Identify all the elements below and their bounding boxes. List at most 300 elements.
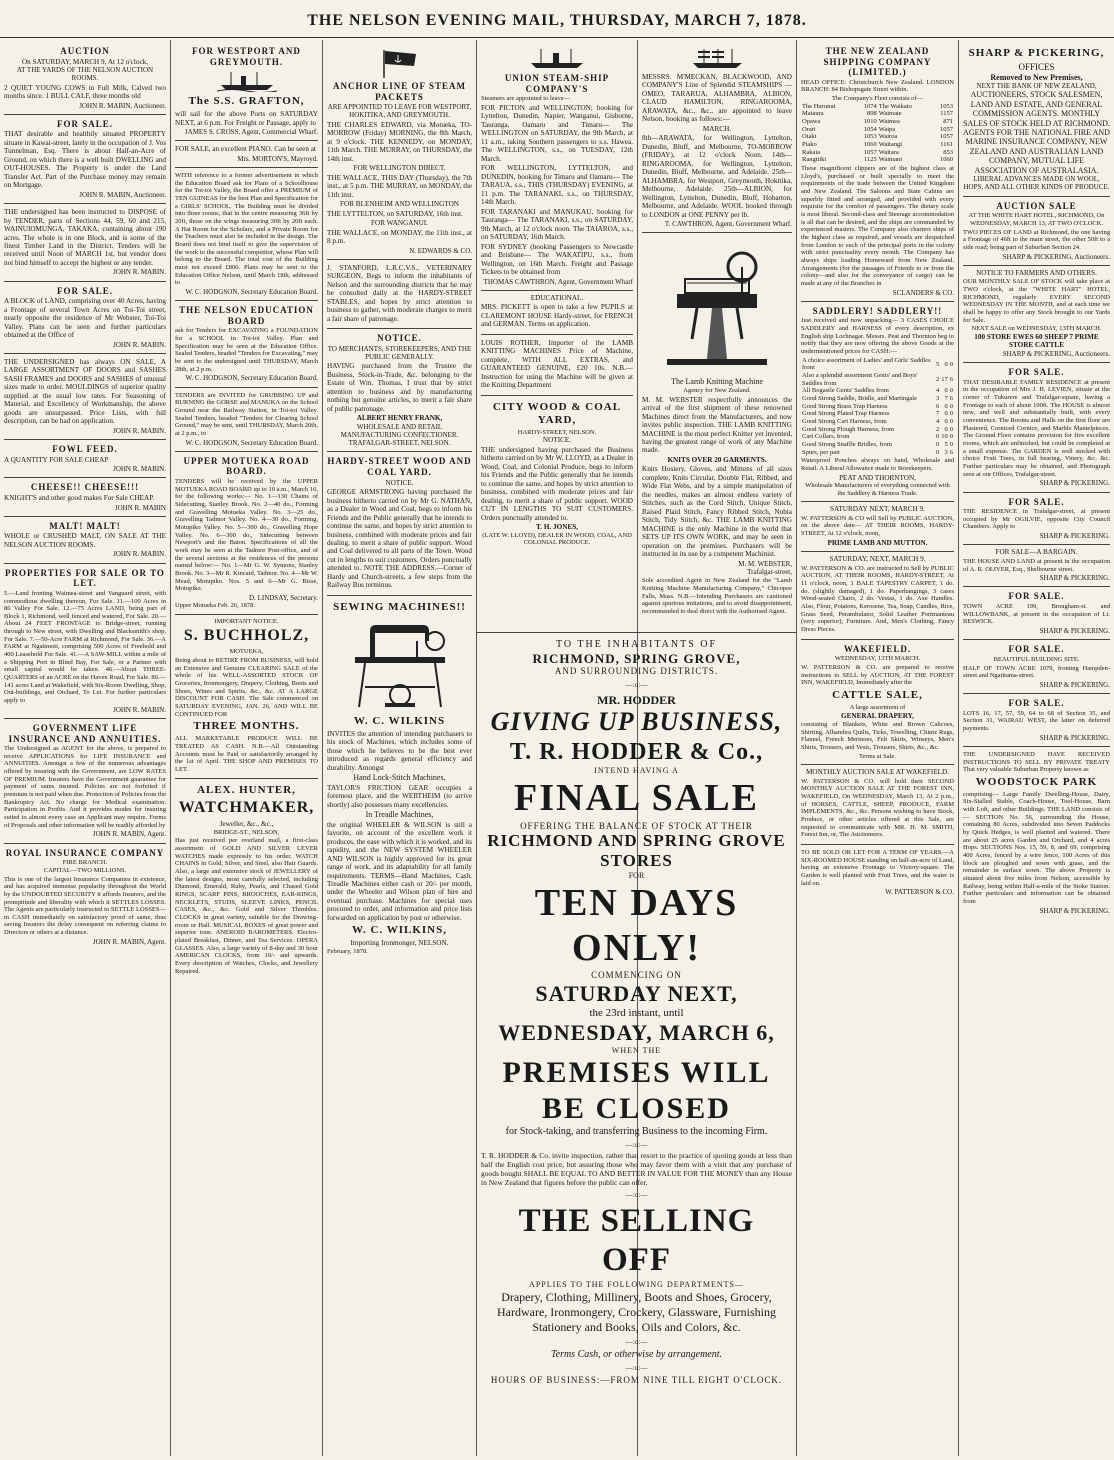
price-value: 3	[944, 448, 948, 456]
ad-subheading: CAPITAL—TWO MILLIONS.	[43, 866, 127, 874]
ad-name: W. C. WILKINS	[353, 714, 446, 727]
ad-body: the original WHEELER & WILSON is still a favorite, on account of the excellent work it produces, the ease with which it is worked, and its rapidity, and the NEW SYSTEM WHEELER AND WILSON is highly approved for its great range of work, and its adaptability for all family requirements. TERMS—Hand Machines, Cash. Treadle Machines either cash or 20/- per month, under the Wheeler and Wilson plan of hire and eventual purchase. Machines for special uses procured to order, and information and price lists forwarded on application by post or otherwise.	[327, 820, 472, 922]
ad-body: comprising— Large Family Dwelling-House, Dairy, Six-Stalled Stable, Coach-House, Tool-House, Barn with Loft, and other Buildings. THE LAND consists of— SECTION No. 56, surrounding the House, containing 80 Acres, subdivided into Seven Paddocks by Quick Hedges, is well planted and watered. There are about 25 acres Garden and Orchard, and 4 acres Hops. SECTIONS Nos. 15, 59, 8, and 69, comprising 400 Acres, fenced by a wire fence, 100 Acres of this block are ploughed and sown with grass, and the remainder in surface sown. The above Property is situated about five miles from Nelson, accessible by Railway, being within Half-a-mile of the Stoke Station. Further particulars and information can be obtained from	[963, 790, 1110, 906]
ad-heading: SADDLERY! SADDLERY!!	[812, 305, 943, 316]
ad-body: The Undersigned as AGENT for the above, is prepared to receive APPLICATIONS for LIFE INSURANCE and ANNUITIES. Amongst a few of the numerous advantages offered by insuring with the Government, are LOW RATES OF PREMIUM. Insurers have the Government guarantee for payment of sums insured. Policies are not forfeited if premium is not paid when due. Protection of Policies from the Bankruptcy Act. No charge for Medical examination. Participation in Profits. And it provides modes for insuring suited to almost every case an Applicant may require. Forms of Proposals and other information will be readily afforded by	[4, 745, 166, 829]
ad-signature: JOHN R. MABIN.	[113, 705, 166, 714]
ad-body: MESSRS. M'MECKAN, BLACKWOOD, AND COMPANY'S Line of Splendid STEAMSHIPS — OMEO, TARARUA, ALHAMBRA, ALBION, CLAUD HAMILTON, RINGAROOMA, ARAWATA, &c., &c., are appointed to leave Nelson, booking as follows:—	[642, 73, 792, 124]
ad-signature: M. M. WEBSTER,	[738, 559, 792, 568]
price-item: Good Strong Cart Harness, from	[802, 417, 887, 425]
price-item: Cart Collars, from	[802, 433, 850, 441]
hodder-applies: APPLIES TO THE FOLLOWING DEPARTMENTS—	[529, 1280, 744, 1290]
ad-subheading: MARCH.	[702, 124, 732, 133]
ad-heading: MALT! MALT!	[49, 520, 121, 531]
ad-heading: WOODSTOCK PARK	[975, 775, 1098, 788]
ad-heading: SATURDAY, NEXT, MARCH 9.	[829, 555, 926, 564]
hodder-selling-off: THE SELLING OFF	[518, 1203, 755, 1279]
ad-subheading: LIBERAL ADVANCES MADE ON WOOL, HOPS, AND ALL OTHER KINDS OF PRODUCE.	[963, 175, 1110, 192]
price-value: 7	[944, 394, 948, 402]
ad-heading: FOR WESTPORT AND GREYMOUTH.	[192, 46, 301, 67]
fleet-tonnage: 1054	[863, 125, 877, 133]
ad-body: THAT desirable and healthily situated PROPERTY situate in Kawai-street, lately in the occupation of J. Vos Tunnelman, Esq. There is about Half-an-Acre of Ground, on which there is a well built DWELLING and OUT-HOUSES. The Property is under the Land Transfer Act. Part of the Purchase money may remain on Mortgage.	[4, 130, 167, 190]
ad-heading: FOR SALE—A BARGAIN.	[995, 548, 1078, 557]
price-row	[801, 418, 954, 426]
buchholz-ad	[175, 615, 318, 780]
ad-body: THE undersigned having purchased the Business hitherto carried on by Mr W. LLOYD, as a Dealer in Wood, Coal, and Colonial Produce, begs to inform his Friends and the Public generally that he intends to continue the same, and hopes by strict attention to business, combined with moderate prices and fair dealing, to merit a share of public support. WOOD CUT IN LENGTHS TO SUIT CUSTOMERS. Orders punctually attended to.	[481, 445, 633, 522]
ad-body: This is one of the largest Insurance Companies in existence, and has acquired immense popularity throughout the World by the UNDOUBTED SECURITY it affords Insurers, and the promptitude and liberality with which it SETTLES LOSSES. The Agents are particularly instructed to SETTLE LOSSES—in CASH immediately on satisfactory proof of same, thus saving Insurers the delay consequent on referring claims to Directors or others at a distance.	[4, 875, 166, 937]
ad-signature: JOHN R. MABIN, Agent.	[92, 830, 166, 839]
illustration-caption: Agency for New Zealand.	[683, 386, 751, 394]
ad-subheading: FOR WELLINGTON DIRECT.	[353, 164, 446, 173]
ad-trade: WATCHMAKER,	[178, 799, 315, 817]
ship-name: The S.S. GRAFTON,	[188, 95, 305, 108]
ad-subheading: FOR BLENHEIM AND WELLINGTON	[340, 200, 459, 209]
ad-heading: CITY WOOD & COAL YARD,	[492, 400, 622, 426]
price-value: 0	[936, 440, 940, 448]
price-row	[801, 387, 954, 395]
lamb-knitting-machine-ad	[642, 233, 792, 620]
fleet-row	[801, 103, 954, 111]
ad-signature: W. C. WILKINS,	[351, 924, 447, 937]
ad-name: T. H. JONES,	[535, 523, 578, 532]
family-residence-ad	[963, 363, 1110, 492]
hodder-intend: INTEND HAVING A	[594, 766, 679, 776]
price-item: Spurs, per pair	[802, 448, 841, 456]
price-value: 6	[936, 402, 940, 410]
ad-subheading: (LATE W. LLOYD), DEALER IN WOOD, COAL, AND COLONIAL PRODUCE.	[482, 531, 632, 547]
ad-body: AUCTIONEERS, STOCK SALESMEN, LAND AND ESTATE, AND GENERAL COMMISSION AGENTS. MONTHLY SALES OF STOCK HELD AT RICHMOND. AGENTS FOR THE NATIONAL FIRE AND MARINE INSURANCE COMPANY, NEW ZEALAND AND AUSTRALIAN LAND COMPANY, MUTUAL LIFE ASSOCIATION OF AUSTRALASIA.	[963, 90, 1110, 175]
hodder-date: the 23rd instant, until	[589, 1006, 684, 1019]
fleet-ship-name: Piako	[802, 141, 817, 149]
ad-heading: FOR SALE.	[56, 118, 113, 129]
price-item: Good Strong Saddle, Bridle, and Martingale	[802, 394, 917, 402]
ad-heading: HARDY-STREET WOOD AND COAL YARD.	[327, 456, 472, 477]
ad-heading: GOVERNMENT LIFE INSURANCE AND ANNUITIES.	[8, 722, 162, 744]
price-row	[801, 357, 954, 372]
hodder-hours: HOURS OF BUSINESS:—FROM NINE TILL EIGHT O'CLOCK.	[490, 1375, 783, 1386]
ad-body: A large assortment of	[849, 703, 906, 711]
ad-body: WITH reference to a former advertisement in which the Education Board ask for Plans of a Schoolhouse for the Toi-toi Valley, the Board offer a PREMIUM of TEN GUINEAS for the best Plan and Specification for a GIRLS' SCHOOL. The Building must be divided into three rooms, that in the centre measuring 36ft by 20ft, those on the wings measuring 30ft by 20ft each. A Hat Room for the Scholars, and a Private Room for the Teachers must also be included in the design. The Board does not bind itself to give the supervision of the work to the successful competitor, whose Plan will belong to the Board. The total cost of the Building must not exceed £800. Plans may be sent to the Education Office Nelson, until March 18th, addressed to	[175, 172, 318, 287]
ad-heading: FOR SALE.	[1008, 591, 1065, 602]
ad-signature: N. EDWARDS & CO.	[409, 246, 472, 255]
steamship-icon	[217, 70, 277, 92]
house-to-let-ad	[801, 845, 954, 901]
ad-name: ALBERT HENRY FRANK,	[356, 414, 443, 423]
ad-subheading: BEAUTIFUL BUILDING SITE.	[993, 655, 1080, 663]
ad-heading: FOWL FEED.	[52, 444, 118, 455]
price-value: 7	[936, 410, 940, 418]
rother-knitting-ad	[481, 335, 633, 396]
ad-body: W. PATTERSON & CO will Sell by PUBLIC AUCTION, on the above date— AT THEIR ROOMS, HARDY-STREET, At 12 o'clock, noon,	[801, 514, 954, 538]
column-2	[171, 42, 322, 1452]
fleet-row	[801, 149, 954, 157]
fleet-ship-name: Waipa	[878, 125, 896, 133]
ad-address: Trafalgar-street,	[747, 568, 792, 577]
ad-body: HAVING purchased from the Trustee the Business, Stock-in-Trade, &c. belonging to the Estate of Wm. Thomas, I trust that by strict attention to business and by manufacturing nothing but genuine articles, to merit a fair share of public patronage.	[327, 362, 472, 413]
steamship-icon	[690, 48, 745, 70]
auction-cows-ad	[4, 42, 166, 115]
price-value: 2	[936, 425, 940, 433]
education-premium-ad	[175, 168, 318, 301]
ad-name: ALEX. HUNTER,	[197, 784, 296, 797]
price-value: 5	[936, 360, 940, 368]
ad-body: W. PATTERSON & CO. are instructed to Sell by PUBLIC AUCTION, AT THEIR ROOMS, HARDY-STREET, At 11 o'clock, noon, 1 BALE TAPESTRY CARPET, 1 do. do. (slightly damaged), 1 do. Paperhangings, 3 cases Wood-seated Chairs, 2 do. Vestas, 1 do. Axe Handles. Also, Flour, Potatoes, Kerosene, Tea, Soap, Candles, Rice, Grass Seed, Perambulator, Solid Leather Portmanteau (very superior), Furniture. And, Men's Clothing, Fancy Dress Pieces.	[801, 564, 954, 633]
ad-body: 8th—ARAWATA, for Wellington, Lyttelton, Dunedin, Bluff, and Melbourne, TO-MORROW (FRIDAY), at 12 o'clock Noon. 14th—RINGAROOMA, for Wellington, Lyttelton, Dunedin, Bluff, Melbourne, and Adelaide. 25th—ALHAMBRA, for Westport, Greymouth, Hokitika, Melbourne, Adelaide. 25th—ALBION, for Wellington, Lyttelton, Dunedin, Bluff, Hobarton, Melbourne, and Adelaide. WOOL booked through to LONDON at ONE PENNY per lb.	[642, 134, 792, 219]
doors-sashes-ad	[4, 354, 166, 440]
ad-body: ALL MARKETABLE PRODUCE WILL BE TREATED AS CASH. N.B.—All Outstanding Accounts must be Paid or satisfactorily arranged by the 1st of April. THE SHOP AND PREMISES TO LET.	[175, 735, 318, 773]
hodder-stocktaking: for Stock-taking, and transferring Business to the incoming Firm.	[505, 1126, 768, 1138]
price-value: 4	[936, 417, 940, 425]
masthead: THE NELSON EVENING MAIL, THURSDAY, MARCH 7, 1878.	[0, 0, 1114, 38]
ad-subheading: FIRE BRANCH.	[62, 859, 108, 867]
price-value: 2	[936, 375, 940, 383]
saddlery-price-table	[801, 357, 954, 457]
ad-body: J. STANFORD, L.R.C.V.S., VETERINARY SURGEON, Begs to inform the inhabitants of Nelson and the surrounding districts that he may be consulted daily at the HARDY-STREET STABLES, and hopes by strict attention to business to gather, with moderate charges to merit a fair share of patronage.	[327, 263, 472, 323]
ad-signature: W. C. HODGSON, Secretary Education Board.	[185, 438, 318, 447]
fleet-tonnage: 871	[943, 118, 953, 126]
price-value: 17	[941, 375, 948, 383]
ad-body: Has just received per overland mail, a first-class assortment of GOLD AND SILVER LEVER WATCHES made expressly to his order. WATCH CHAINS in Gold, Silver, and Steel, also Hair Guards. Also, a large and extensive stock of JEWELLERY of the latest designs, most carefully selected, including Diamond, Emerald, Ruby, Pearls, and Chased Gold RINGS, SCARF PINS, BROOCHES, EAR-RINGS, NECKLETS, STUDS, SLEEVE LINKS, PENCIL CASES, &c., &c. Gold and Silver Thimbles. CLOCKS in great variety, suitable for the Drawing-room or Hall. MUSICAL BOXES of great power and superior tone. ANEROID BAROMETERS. Electro-plated Breakfast, Dinner, and Tea Services. OPERA GLASSES. Also, a large variety of 8-day and 30 hour AMERICAN CLOCKS, from 10/- and upwards. Every description of Watches, Clocks, and Jewellery Repaired.	[175, 837, 318, 975]
hodder-towns: RICHMOND, SPRING GROVE,	[532, 650, 741, 666]
hodder-when: WHEN THE	[611, 1045, 662, 1055]
hodder-final-sale-ad: TO THE INHABITANTS OF RICHMOND, SPRING GROVE, AND SURROUNDING DISTRICTS. —:o:— MR. HODDER GIVING UP BUSINESS, T. R. HODDER & Co., INTEND HAVING A FINAL SALE OFFERING THE BALANCE OF STOCK AT THEIR RICHMOND AND SPRING GROVE STORES FOR TEN DAYS ONLY! COMMENCING ON SATURDAY NEXT, the 23rd instant, until WEDNESDAY, MARCH 6, WHEN THE PREMISES WILL BE CLOSED for Stock-taking, and transferring Business to the incoming Firm. —:o:— T. R. HODDER & Co. invite inspection, rather than resort to the practice of quoting goods at less than half the English cost price, but assuring those who may favor them with a visit that any purchase of goods bought SHALL BE EQUAL TO AND BETTER IN VALUE FOR THE MONEY than any House in New Zealand that figures before the public can offer. —:o:— THE SELLING OFF APPLIES TO THE FOLLOWING DEPARTMENTS— Drapery, Clothing, Millinery, Boots and Shoes, Grocery, Hardware, Ironmongery, Crockery, Glassware, Furnishing Stationery and Books, Oils and Colors, &c. —:o:— Terms Cash, or otherwise by arrangement. —:o:— HOURS OF BUSINESS:—FROM NINE TILL EIGHT O'CLOCK.	[477, 632, 796, 1454]
price-item: Good Strong Brass Trap Harness	[802, 402, 888, 410]
wairau-lots-ad	[963, 694, 1110, 747]
ad-subheading: Wholesale Manufacturers of everything connected with the Saddlery & Harness Trade.	[805, 482, 950, 497]
ad-body: A QUANTITY FOR SALE CHEAP	[4, 455, 109, 464]
price-value: 0	[944, 387, 948, 395]
fleet-tonnage: 898	[866, 110, 877, 118]
ad-signature: JOHN R. MABIN.	[113, 268, 166, 277]
column-3	[323, 42, 476, 1452]
for-sale-property-ad	[4, 115, 166, 204]
ad-date: WEDNESDAY, 13TH MARCH.	[834, 655, 921, 663]
ad-signature: JOHN R. MABIN.	[113, 465, 166, 474]
ad-signature: SHARP & PICKERING, Auctioneers.	[1002, 252, 1110, 261]
town-acre-ad	[963, 587, 1110, 640]
ad-heading: FOR SALE.	[1008, 644, 1065, 655]
ad-date: On SATURDAY, MARCH 9, At 12 o'clock,	[21, 57, 149, 66]
ad-signature: W. C. HODGSON, Secretary Education Board.	[185, 287, 318, 296]
carpet-auction-ad	[801, 552, 954, 639]
price-value: 0	[949, 417, 953, 425]
price-value: 0	[949, 410, 953, 418]
ad-signature: JOHN R. MABIN, Auctioneer.	[79, 101, 166, 110]
hodder-final-sale: FINAL SALE	[514, 776, 759, 819]
fleet-tonnage: 853	[943, 148, 953, 156]
ad-body: Knits Hosiery, Gloves, and Mittens of all sizes complete, Knits Circular, Double Flat, Ribbed, and Wide Flat Webs, and by a simple manipulation of the needles, makes an almost endless variety of Stitches, such as the Cord Stitch, Unique Stitch, Raised Plaid Stitch, Fancy Ribbed Stitch, Nubia Stitch, Tidy Stitch, &c. THE LAMB KNITTING MACHINE is the only Machine in the world that SETS UP ITS OWN WORK, and may be seen in operation on the premises. Purchasers will be instructed in its use by a competent Machinist.	[642, 465, 792, 559]
malt-ad	[4, 517, 166, 564]
ad-body: INVITES the attention of intending purchasers to his stock of Machines, which includes some of those which he believes to be the best ever introduced as regards general efficiency and durability. Amongst	[327, 729, 472, 772]
education-excavating-ad	[175, 301, 318, 387]
fleet-row	[801, 126, 954, 134]
illustration-caption: The Lamb Knitting Machine	[671, 377, 763, 387]
ad-body: THE RESIDENCE in Trafalgar-street, at present occupied by Mr OGILVIE, opposite City Council Chambers. Apply to	[963, 508, 1110, 531]
fleet-ship-name: The Hurunui	[802, 102, 836, 110]
education-gorse-ad	[175, 388, 318, 452]
fleet-ship-name: Waimea	[878, 118, 900, 126]
sewing-machines-ad	[327, 596, 472, 960]
ad-body: MRS. PICKETT is open to take a few PUPILS at CLAREMONT HOUSE Hardy-street, for FRENCH and GERMAN. Terms on application.	[481, 303, 633, 329]
fleet-tonnage: 1010	[863, 118, 877, 126]
hodder-for: FOR	[628, 871, 645, 881]
ad-body: Sole accredited Agent in New Zealand for the "Lamb Knitting Machine Manufacturing Company," Chicopee Falls, Mass. N.B.—Intending Purchasers are cautioned against spurious imitations, and to avoid disappointment, recommended to deal direct with the Authorised Agent.	[642, 577, 792, 615]
ad-heading: THE NEW ZEALAND SHIPPING COMPANY (LIMITED.)	[823, 46, 932, 78]
column-6	[797, 42, 958, 1452]
hodder-departments: Drapery, Clothing, Millinery, Boots and Shoes, Grocery, Hardware, Ironmongery, Crockery, Glassware, Furnishing Stationery and Books, Oils and Colors, &c.	[496, 1289, 777, 1334]
hodder-districts: AND SURROUNDING DISTRICTS.	[554, 666, 719, 677]
fleet-row	[801, 141, 954, 149]
ad-body: THE WALLACE, THIS DAY (Thursday), the 7th inst., at 5 p.m. THE MURRAY, on MONDAY, the 11th inst.	[327, 173, 472, 199]
price-value: 6	[949, 375, 953, 383]
fleet-ship-name: Otaki	[802, 133, 817, 141]
steamship-icon	[527, 48, 587, 70]
fleet-ship-name: Waimani	[878, 156, 903, 164]
fleet-ship-name: Waitara	[878, 148, 899, 156]
ad-subheading: NOTICE.	[385, 478, 414, 487]
ad-date: Upper Motueka Feb. 26, 1878.	[175, 602, 255, 610]
ad-heading: FOR SALE.	[1008, 698, 1065, 709]
ad-body: WHOLE or CRUSHED MALT, ON SALE AT THE NELSON AUCTION ROOMS.	[4, 532, 166, 549]
ad-body: AT THE WHITE HART HOTEL, RICHMOND, On WEDNESDAY, MARCH 13, AT TWO O'CLOCK.	[968, 212, 1105, 227]
lamb-mutton-auction-ad	[801, 502, 954, 552]
ad-heading: FOR SALE.	[1008, 367, 1065, 378]
fleet-tonnage: 1057	[863, 148, 877, 156]
ad-body: TOWN ACRE 199, Brougham-st. and WILLOWBANK, at present in the occupation of Lt. BESWICK.	[963, 603, 1110, 626]
ad-heading: WAKEFIELD.	[843, 643, 912, 654]
fleet-tonnage: 1157	[940, 110, 953, 118]
ad-heading: THE NELSON EDUCATION BOARD	[179, 305, 314, 326]
ad-highlight: 100 STORE EWES 60 SHEEP 7 PRIME STORE CATTLE	[974, 332, 1099, 350]
ad-signature: W. C. HODGSON, Secretary Education Board.	[185, 374, 318, 383]
ad-offices: HEAD OFFICE: Christchurch New Zealand. LONDON BRANCH: 84 Bishopsgate Street within.	[801, 78, 954, 94]
ad-subheading: NOTICE.	[542, 436, 572, 445]
price-value: 4	[936, 387, 940, 395]
ad-highlight: CATTLE SALE,	[832, 688, 923, 701]
ad-body: consisting of Blankets, White and Brown Calicoes, Shirting, Alhambra Quilts, Ticks, Towelling, Chintz Rugs, Flannel, French Merinoes, Felt Skirts, Winseys, Men's Shirts, Trousers, and Vests, Trousers, Shirts, &c., &c.	[801, 721, 954, 751]
price-value: 0	[936, 448, 940, 456]
fleet-tonnage: 1053	[863, 133, 877, 141]
price-item: A choice assortment of Ladies' and Girls' Saddles from	[802, 356, 931, 372]
ad-subheading: WHOLESALE AND RETAIL MANUFACTURING CONFECTIONER. TRAFALGAR-STREET, NELSON.	[340, 422, 459, 448]
building-site-ad	[963, 640, 1110, 694]
price-value: 6	[949, 448, 953, 456]
price-value: 0	[944, 360, 948, 368]
city-wood-coal-ad	[481, 396, 633, 551]
ad-body: TWO PIECES OF LAND at Richmond, the one having a Frontage of 46ft to the main street, the other 50ft to a side road; being part of Suburban Section 24.	[963, 228, 1110, 251]
ad-signature: JOHN R. MABIN.	[113, 426, 166, 435]
ad-heading: AUCTION	[60, 46, 110, 56]
ad-signature: W. PATTERSON & CO.	[885, 888, 954, 897]
ad-highlight: THREE MONTHS.	[193, 720, 300, 733]
ad-heading: UNION STEAM-SHIP COMPANY'S	[504, 73, 610, 94]
ad-signature: T. CAWTHRON, Agent, Government Wharf.	[664, 220, 792, 229]
ad-heading: NOTICE.	[377, 333, 422, 344]
fleet-row	[801, 133, 954, 141]
price-value: 0	[944, 410, 948, 418]
educational-ad	[481, 291, 633, 335]
ad-signature: SHARP & PICKERING.	[1039, 479, 1110, 488]
hodder-to: TO THE INHABITANTS OF	[555, 639, 718, 650]
fleet-tonnage: 1060	[863, 141, 877, 149]
westport-steamer-ad	[175, 42, 318, 141]
monthly-wakefield-auction-ad	[801, 765, 954, 845]
ad-signature: SHARP & PICKERING.	[1039, 680, 1110, 689]
hodder-giving-up: GIVING UP BUSINESS,	[490, 707, 783, 737]
fleet-ship-name: Mataura	[802, 110, 824, 118]
ad-heading: SEWING MACHINES!!	[333, 600, 466, 613]
fleet-tonnage: 1125	[863, 156, 877, 164]
ad-body: THE undersigned has been instructed to DISPOSE of by TENDER, parts of Sections 44, 59, 60 and 215, WAINUIOMUNGA, TAKAKA, containing about 190 acres. The whole is in one Block, and is some of the finest Timber Land in the District. Tenders will be received until Noon of MARCH 1st, but vendor does not bind himself to accept the highest or any tender.	[4, 208, 166, 267]
ad-heading: AUCTION SALE	[996, 200, 1077, 211]
price-value: 0	[936, 433, 940, 441]
ad-body: A BLOCK of LAND, comprising over 40 Acres, having a Frontage of several Town Acres on Toi-Toi street, nearly opposite the residence of Mr Webster, Toi-Toi Valley. Plans can be seen and further particulars obtained at the Office of	[4, 297, 166, 340]
properties-ad	[4, 564, 166, 719]
ad-body: THE UNDERSIGNED HAVE RECEIVED INSTRUCTIONS TO SELL BY PRIVATE TREATY That very valuable Suburban Property known as	[963, 750, 1110, 774]
hodder-firm: T. R. HODDER & Co.,	[509, 739, 764, 766]
hodder-offering: OFFERING THE BALANCE OF STOCK AT THEIR	[520, 820, 753, 831]
ad-body: FOR TARANAKI and MANUKAU, booking for Tauranga— The TARANAKI, s.s., on SATURDAY, 9th March, at 12 o'clock noon. The TAIAROA, s.s., on SATURDAY, 16th March.	[481, 207, 633, 242]
ad-heading: IMPORTANT NOTICE.	[214, 617, 279, 625]
ad-signature: PEAT AND THORNTON,	[839, 473, 916, 482]
ad-body: LOUIS ROTHER, Importer of the LAMB KNITTING MACHINES Price of Machine, complete, WITH ALL EXTRAS, and GUARANTEED GENUINE, £20 10s. N.B.—Instruction for using the Machine will be given at the Knitting Department	[481, 338, 633, 390]
price-row	[801, 395, 954, 403]
knitting-machine-icon	[657, 239, 777, 374]
hodder-body: T. R. HODDER & Co. invite inspection, rather than resort to the practice of quoting goods at less than half the English cost price, but assuring those who may favor them with a visit that any purchase of goods bought SHALL BE EQUAL TO AND BETTER IN VALUE FOR THE MONEY than any House in New Zealand that figures before the public can offer.	[481, 1151, 792, 1187]
fleet-ship-name: Opawa	[802, 118, 821, 126]
ad-body: THE HOUSE AND LAND at present in the occupation of A. R. OLIVER, Esq., Shelbourne street.	[963, 557, 1110, 573]
fleet-row	[801, 156, 954, 164]
hodder-terms: Terms Cash, or otherwise by arrangement.	[550, 1349, 723, 1361]
ad-subheading: Hand Lock-Stitch Machines,	[353, 773, 446, 783]
ad-highlight: PRIME LAMB AND MUTTON.	[827, 538, 928, 547]
woodstock-park-ad	[963, 747, 1110, 919]
ad-heading: SATURDAY NEXT, MARCH 9.	[830, 505, 925, 514]
price-value: 0	[949, 387, 953, 395]
piano-ad	[175, 141, 318, 168]
price-value: 0	[949, 360, 953, 368]
fleet-ship-name: The Waikato	[878, 102, 912, 110]
price-row	[801, 433, 954, 441]
fleet-ship-name: Rangitiki	[802, 156, 827, 164]
price-row	[801, 372, 954, 387]
for-sale-land-ad	[4, 282, 166, 354]
ad-subheading: In Treadle Machines,	[365, 810, 434, 820]
ad-body: FOR WELLINGTON, LYTTELTON, and DUNEDIN, booking for Timaru and Oamaru— The TARAUA, s.s., THIS (THURSDAY) EVENING, at 11 p.m. The TARANAKI, s.s., on THURSDAY, 14th March.	[481, 164, 633, 207]
price-value: 5	[944, 440, 948, 448]
ad-heading: FOR SALE.	[1008, 496, 1065, 507]
hodder-stores: RICHMOND AND SPRING GROVE STORES	[487, 831, 786, 871]
ad-body: FOR SALE, an excellent PIANO. Can be seen at	[175, 145, 316, 154]
price-row	[801, 403, 954, 411]
ad-body: W. PATTERSON & CO. will hold their SECOND MONTHLY AUCTION SALE AT THE FOREST INN, WAKEFIELD, On WEDNESDAY, March 13, At 2 p.m., of HORSES, CATTLE, SHEEP, PRODUCE, FARM IMPLEMENTS, &c., &c. Persons wishing to have Stock, Produce, or other articles offered at this Sale, are requested to communicate with MR. H. M. SMITH, Forest Inn, or, The Auctioneers.	[801, 777, 954, 839]
column-1	[0, 42, 170, 1452]
ad-subheading: Removed to New Premises,	[990, 72, 1083, 82]
ad-heading: NOTICE TO FARMERS AND OTHERS.	[976, 268, 1097, 277]
fleet-ship-name: Rakaia	[802, 148, 821, 156]
ad-signature: SCLANDERS & CO.	[892, 288, 954, 297]
hodder-saturday: SATURDAY NEXT,	[535, 981, 738, 1007]
hardy-street-wood-ad	[327, 452, 472, 596]
trafalgar-residence-ad	[963, 493, 1110, 546]
ad-heading: CHEESE!! CHEESE!!!	[30, 482, 140, 493]
fleet-ship-name: Waitangi	[878, 141, 903, 149]
ad-signature: JOHN R. MABIN.	[113, 340, 166, 349]
ad-trade: Jeweller, &c., &c.,	[219, 820, 274, 829]
ad-heading: SHARP & PICKERING,	[968, 47, 1105, 59]
hodder-premises: PREMISES WILL BE CLOSED	[502, 1056, 771, 1125]
ad-body: M. M. WEBSTER respectfully announces the arrival of the first shipment of these renowned Machines direct from the Manufacturers, and now invites public inspection. THE LAMB KNITTING MACHINE is the most perfect Knitter yet invented, having the greatest range of work of any Machine made.	[642, 395, 792, 455]
takaka-tender-ad	[4, 204, 166, 282]
ad-date: NEXT SALE on WEDNESDAY, 13TH MARCH.	[971, 325, 1102, 333]
ad-body: TAYLOR'S FRICTION GEAR occupies a foremost place, and the WERTHEIM (to arrive shortly) also possesses many excellencies.	[327, 783, 472, 809]
ad-body: 2 QUIET YOUNG COWS in Full Milk, Calved two months since. 1 BULL CALF, three months old	[4, 83, 166, 101]
ad-body: 5.—Land fronting Waimea-street and Vanguard street, with commodious dwelling thereon, For Sale. 11.—100 Acres in 86 Valley For Sale. 12.—75 Acres LAND, being part of Block 1, Richmond, well fenced and watered, For Sale. 20.—About 24 FEET FRONTAGE to Bridge-street, running through to New street, with Dwelling and Blacksmith's shop, For Sale. 7.—50-Acre FARM at Richmond, For Sale. 36.—A FARM at Ngatimoti, comprising 500 Acres of Freehold and 400 Leasehold For Sale. 41.—A SAW-MILL within a mile of a Shipping Port in Blind Bay, For Sale, or a Partner with small capital would be taken. 46.—About THREE-QUARTERS of an ACRE on the Haven Road, For Sale. 80.—141 acres Land at Wakefield, with Six-Room Dwelling, Shop, Out-buildings, and Orchard, To Let. For further particulars apply to	[4, 589, 166, 705]
fleet-tonnage: 1074	[863, 102, 877, 110]
ad-heading: KNITS OVER 20 GARMENTS.	[667, 455, 767, 464]
ad-body: THAT DESIRABLE FAMILY RESIDENCE at present in the occupation of Mrs J. H. LEVIEN, situate at the corner of Tukurere and Trafalgar-square, having a Frontage to each of about 100ft. The HOUSE is almost new, and well and substantially built, with every convenience. The Rooms and Halls on the first floor are Plastered, Corniced Cornice, and Marble Mantelpieces. The Ground Floor contains provision for five excellent rooms, which are unfinished, but could be completed at a small expense. The GARDEN is well stocked with choice Fruit Trees, in full bearing, Vinery, &c. &c. Further particulars may be obtained, and Photograph seen at our Offices, Trafalgar-street.	[963, 378, 1110, 478]
motueka-road-board-ad	[175, 452, 318, 615]
price-value: 0	[949, 433, 953, 441]
price-value: 0	[949, 440, 953, 448]
column-7	[959, 42, 1114, 1452]
price-item: Good Strong Plough Harness, from	[802, 425, 894, 433]
ad-body: Being about to RETIRE FROM BUSINESS, will hold an Extensive and Genuine CLEARING SALE of the whole of his WELL-ASSORTED STOCK OF Groceries, Ironmongery, Drapery, Clothing, Boots and Shoes, Wines and Spirits, &c., &c. AT A LARGE DISCOUNT FOR CASH. The Sale commenced on SATURDAY EVENING, JAN. 26, AND WILL BE CONTINUED FOR	[175, 656, 318, 718]
price-item: Also a splendid assortment Gents' and Boys' Saddles from	[802, 372, 918, 387]
ad-subheading: OFFICES	[1018, 61, 1055, 72]
hodder-wednesday: WEDNESDAY, MARCH 6,	[498, 1019, 775, 1045]
fleet-tonnage: 1053	[940, 102, 953, 110]
ad-subheading: HARDY-STREET, NELSON.	[517, 428, 597, 436]
ad-subheading: NEXT THE BANK OF NEW ZEALAND,	[976, 82, 1097, 91]
union-steamship-ad	[481, 42, 633, 291]
ad-heading: UPPER MOTUEKA ROAD BOARD.	[183, 455, 310, 477]
ad-heading: PROPERTIES FOR SALE OR TO LET.	[5, 567, 165, 589]
bargain-ad	[963, 545, 1110, 587]
ad-heading: ROYAL INSURANCE COMPANY	[5, 847, 165, 858]
ad-body: Waterproof Ponchos always on hand, Wholesale and Retail. A Liberal Allowance made to Storekeepers.	[801, 457, 954, 472]
ad-signature: THOMAS CAWTHRON, Agent, Government Wharf	[483, 277, 633, 286]
ad-place: MOTUEKA,	[229, 648, 264, 656]
ad-signature: Mrs. MORTON'S, Mayroyd.	[237, 154, 318, 163]
ad-body: LOTS 16, 17, 57, 59, 64 to 68 of Section 35, and Section 31, WAIRAU WEST, the latter on deferred payments.	[963, 709, 1110, 732]
ad-signature: SHARP & PICKERING.	[1039, 733, 1110, 742]
price-item: All Bogastle Gents' Saddles from	[802, 387, 889, 395]
fleet-tonnage: 1057	[940, 133, 953, 141]
ad-body: THE WALLACE, on MONDAY, the 11th inst., at 8 p.m.	[327, 228, 472, 246]
price-item: Good Strong Snaffle Bridles, from	[802, 440, 892, 448]
ad-signature: SHARP & PICKERING, Auctioneers.	[1002, 349, 1110, 358]
fowl-feed-ad	[4, 440, 166, 478]
hodder-ten-days: TEN DAYS ONLY!	[534, 881, 739, 969]
ad-signature: JOHN R. MABIN, Agent.	[92, 937, 166, 946]
fleet-row	[801, 110, 954, 118]
royal-insurance-ad	[4, 844, 166, 950]
ad-subheading: FOR WANGANUI.	[371, 219, 428, 228]
hodder-mr: MR. HODDER	[597, 693, 676, 708]
ad-heading: FOR SALE.	[56, 285, 113, 296]
ad-place: AT THE YARDS OF THE NELSON AUCTION ROOMS.	[16, 66, 154, 83]
ad-body: KNIGHT'S and other good makes For Sale CHEAP.	[4, 494, 155, 503]
ad-body: THE LYTTELTON, on SATURDAY, 16th inst.	[327, 209, 463, 218]
ad-terms: Terms at Sale.	[859, 752, 896, 760]
ad-body: FOR PICTON and WELLINGTON; booking for Lyttelton, Dunedin, Napier, Wanganui, Gisborne, Tauranga, Oamaru and Timaru— The WELLINGTON on SATURDAY, the 9th March, at 11 a.m., taking Southern passengers to s.s. Hawea. The WELLINGTON, s.s., on TUESDAY, 12th March.	[481, 103, 633, 163]
ad-heading: ANCHOR LINE OF STEAM PACKETS	[333, 81, 466, 102]
ad-signature: SHARP & PICKERING.	[1039, 532, 1110, 541]
price-value: 0	[944, 417, 948, 425]
ad-body: will sail for the above Ports on SATURDAY NEXT, at 6 p.m. For Freight or Passage, apply to	[175, 110, 318, 127]
fleet-tonnage: 1060	[940, 156, 953, 164]
